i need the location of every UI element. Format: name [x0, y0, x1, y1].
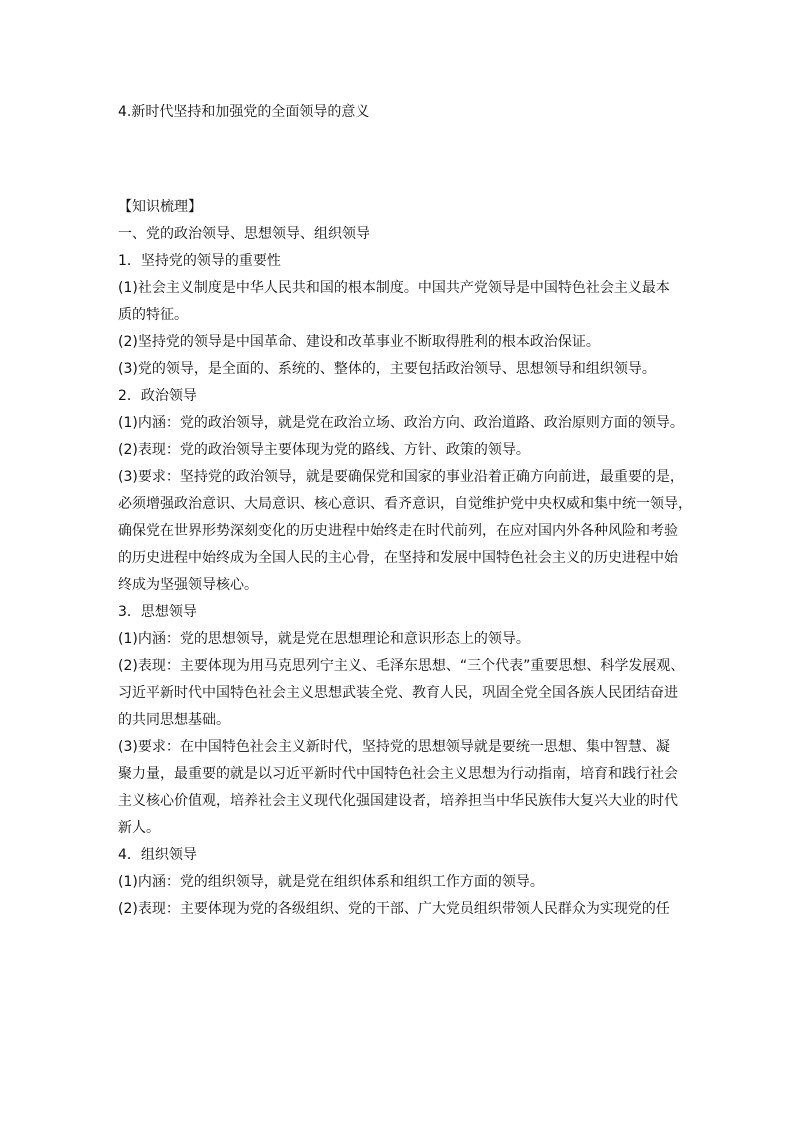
paragraph-line: 确保党在世界形势深刻变化的历史进程中始终走在时代前列，在应对国内外各种风险和考验 — [118, 523, 678, 539]
paragraph-line: (3)要求：在中国特色社会主义新时代，坚持党的思想领导就是要统一思想、集中智慧、凝 — [118, 739, 670, 755]
paragraph-line: (1)内涵：党的组织领导，就是党在组织体系和组织工作方面的领导。 — [118, 874, 544, 890]
document-body — [118, 194, 692, 923]
paragraph-line: 聚力量，最重要的就是以习近平新时代中国特色社会主义思想为行动指南，培育和践行社会 — [118, 766, 678, 782]
paragraph-line: 的共同思想基础。 — [118, 712, 230, 728]
paragraph-line: 质的特征。 — [118, 307, 188, 323]
paragraph-line: (2)表现：主要体现为党的各级组织、党的干部、广大党员组织带领人民群众为实现党的任 — [118, 901, 670, 917]
paragraph-line: 新人。 — [118, 820, 160, 836]
paragraph-line: (3)党的领导，是全面的、系统的、整体的，主要包括政治领导、思想领导和组织领导。 — [118, 361, 656, 377]
paragraph-line: 习近平新时代中国特色社会主义思想武装全党、教育人民，巩固全党全国各族人民团结奋进 — [118, 685, 678, 701]
subsection-heading: 4．组织领导 — [118, 847, 197, 863]
paragraph-line: 的历史进程中始终成为全国人民的主心骨，在坚持和发展中国特色社会主义的历史进程中始 — [118, 550, 678, 566]
paragraph-line: (2)表现：主要体现为用马克思列宁主义、毛泽东思想、“三个代表”重要思想、科学发展观、 — [118, 658, 685, 674]
knowledge-summary-heading: 【知识梳理】 — [118, 199, 202, 215]
subsection-heading: 2．政治领导 — [118, 388, 197, 404]
paragraph-line: (1)内涵：党的思想领导，就是党在思想理论和意识形态上的领导。 — [118, 631, 530, 647]
subsection-heading: 3．思想领导 — [118, 604, 197, 620]
paragraph-line: (1)内涵：党的政治领导，就是党在政治立场、政治方向、政治道路、政治原则方面的领导。 — [118, 415, 684, 431]
subsection-heading: 1．坚持党的领导的重要性 — [118, 253, 281, 269]
paragraph-line: (2)表现：党的政治领导主要体现为党的路线、方针、政策的领导。 — [118, 442, 530, 458]
paragraph-line: (1)社会主义制度是中华人民共和国的根本制度。中国共产党领导是中国特色社会主义最本 — [118, 280, 670, 296]
paragraph-line: (3)要求：坚持党的政治领导，就是要确保党和国家的事业沿着正确方向前进，最重要的是， — [118, 469, 684, 485]
paragraph-line: 必须增强政治意识、大局意识、核心意识、看齐意识，自觉维护党中央权威和集中统一领导， — [118, 496, 692, 512]
chapter-heading: 一、党的政治领导、思想领导、组织领导 — [118, 226, 370, 242]
paragraph-line: (2)坚持党的领导是中国革命、建设和改革事业不断取得胜利的根本政治保证。 — [118, 334, 600, 350]
paragraph-line: 终成为坚强领导核心。 — [118, 577, 258, 593]
section-heading: 4.新时代坚持和加强党的全面领导的意义 — [118, 104, 370, 120]
paragraph-line: 主义核心价值观，培养社会主义现代化强国建设者，培养担当中华民族伟大复兴大业的时代 — [118, 793, 678, 809]
